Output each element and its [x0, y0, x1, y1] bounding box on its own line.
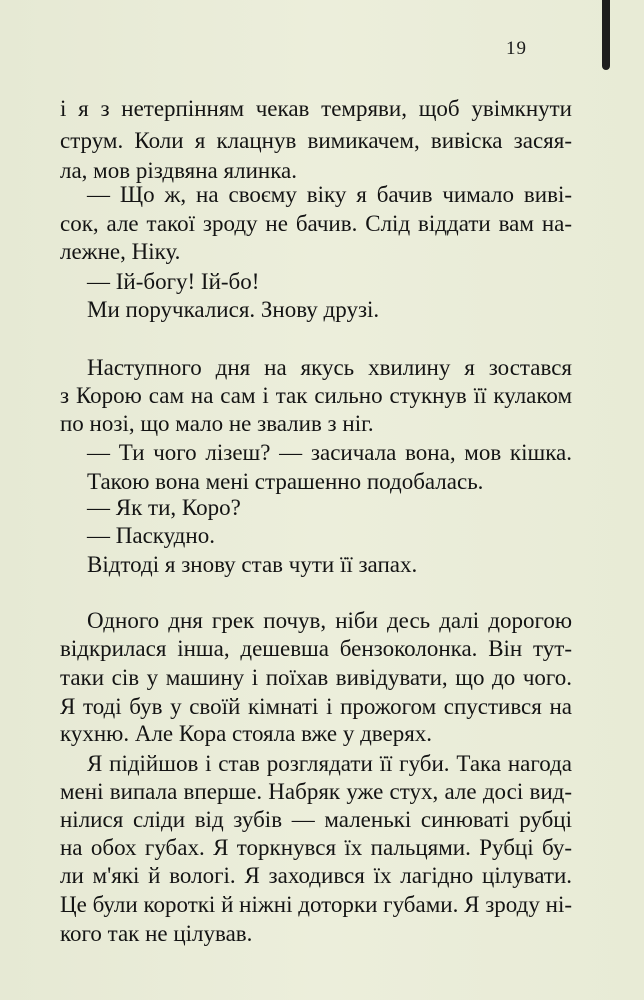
text-line: з Корою сам на сам і так сильно стукнув її кулаком [60, 383, 572, 408]
text-line: — Ій-богу! Ій-бо! [87, 269, 260, 294]
text-line: Одного дня грек почув, ніби десь далі дорогою [87, 608, 572, 633]
text-line: Такою вона мені страшенно подобалась. [87, 469, 484, 494]
text-line: кухню. Але Кора стояла вже у дверях. [60, 721, 433, 746]
text-line: по нозі, що мало не звалив з ніг. [60, 411, 374, 436]
text-line: кого так не цілував. [60, 921, 253, 946]
text-line: Наступного дня на якусь хвилину я зостався [87, 355, 572, 380]
text-line: відкрилася інша, дешевша бензоколонка. Він тут- [60, 636, 572, 661]
text-line: струм. Коли я клацнув вимикачем, вивіска засяя- [60, 128, 572, 153]
page-number: 19 [506, 38, 527, 59]
text-line: ла, мов різдвяна ялинка. [60, 158, 297, 183]
text-line: і я з нетерпінням чекав темряви, щоб увімкнути [60, 96, 572, 121]
text-line: мені випала вперше. Набряк уже стух, але досі вид- [60, 779, 572, 804]
text-line: — Що ж, на своєму віку я бачив чимало вивi- [87, 182, 572, 207]
text-line: Це були короткі й ніжні доторки губами. Я зроду ні- [60, 892, 572, 917]
text-line: нілися сліди від зубів — маленькі синюваті рубці [60, 807, 572, 832]
text-line: ли м'які й вологі. Я заходився їх лагідно цілувати. [60, 863, 572, 888]
text-line: — Як ти, Коро? [87, 495, 241, 520]
page-edge-mark [602, 0, 610, 70]
text-line: — Ти чого лізеш? — засичала вона, мов кішка. [87, 440, 572, 465]
text-line: — Паскудно. [87, 523, 215, 548]
text-line: Відтоді я знову став чути її запах. [87, 552, 418, 577]
text-line: таки сів у машину і поїхав вивідувати, що до чого. [60, 665, 572, 690]
text-line: лежне, Ніку. [60, 239, 181, 264]
text-line: Ми поручкалися. Знову друзі. [87, 297, 380, 322]
text-line: Я підійшов і став розглядати її губи. Така нагода [87, 751, 572, 776]
text-line: на обох губах. Я торкнувся їх пальцями. Рубці бу- [60, 835, 572, 860]
text-line: Я тоді був у своїй кімнаті і прожогом спустився на [60, 694, 572, 719]
text-line: сок, але такої зроду не бачив. Слід віддати вам на- [60, 211, 572, 236]
